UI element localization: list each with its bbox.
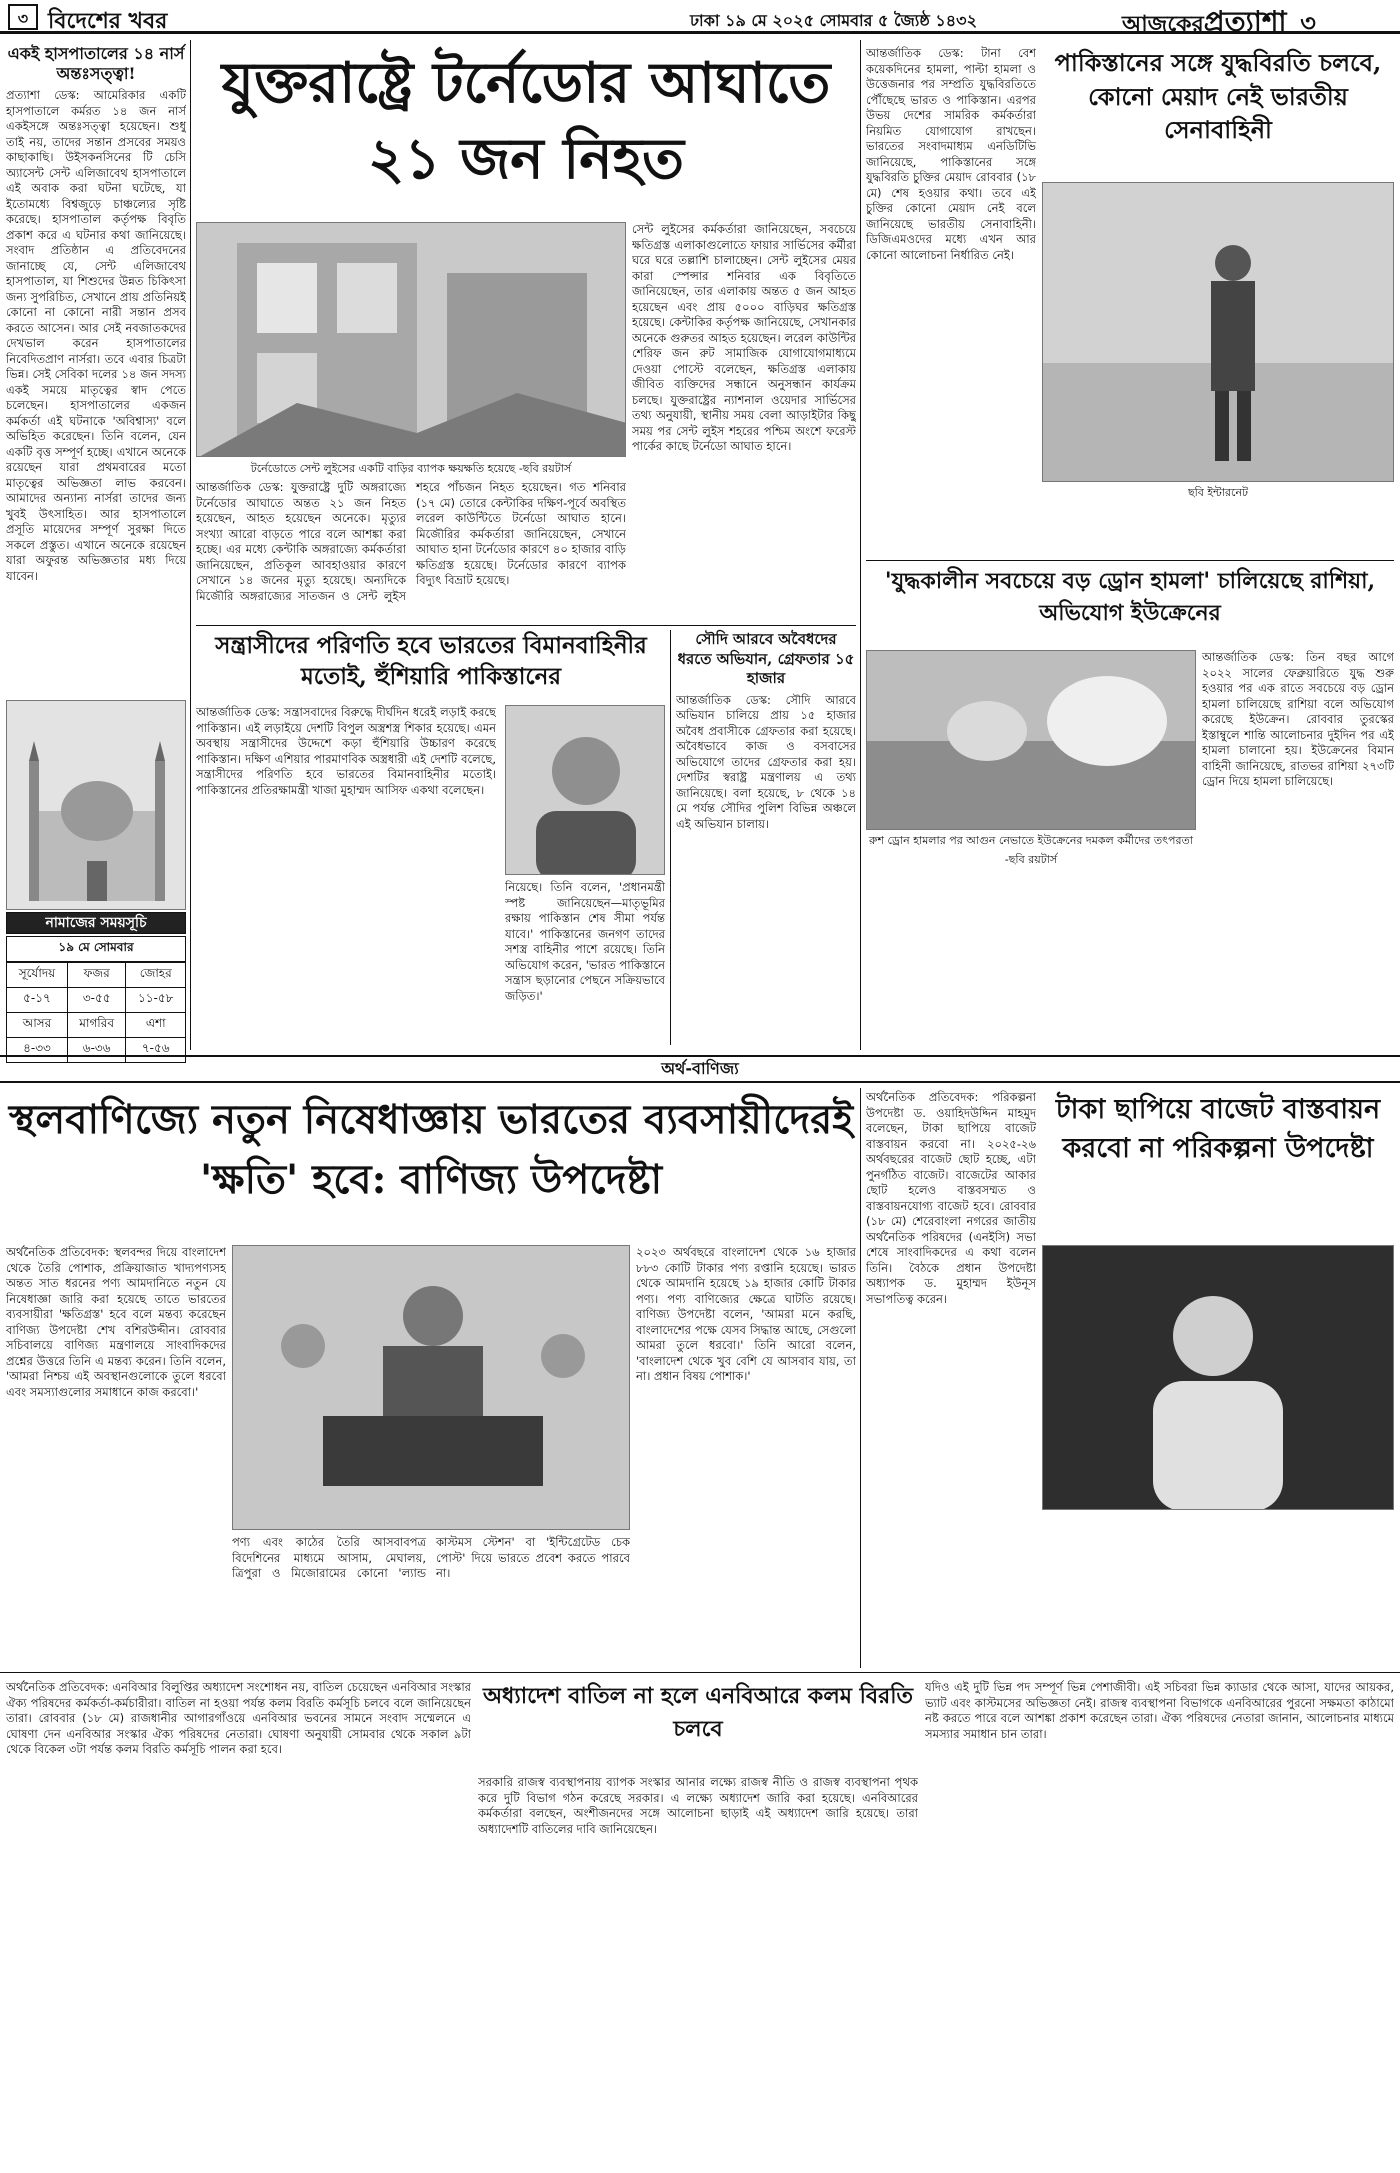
nbr-title: অধ্যাদেশ বাতিল না হলে এনবিআরে কলম বিরতি চলবে (482, 1683, 914, 1742)
damaged-house-icon (197, 223, 626, 457)
trade-title-line1: স্থলবাণিজ্যে নতুন নিষেধাজ্ঞায় ভারতের ব্যবসায়ীদেরই (8, 1096, 854, 1143)
economy-band-label: অর্থ-বাণিজ্য (661, 1059, 739, 1078)
prayer-cell: ৪-৩৩ (7, 1038, 68, 1063)
trade-caption-row: পণ্য এবং কাঠের তৈরি আসবাবপত্র বিদেশিনের মাধ্যমে আসাম, মেঘালয়, ত্রিপুরা ও মিজোরামের কোনো 'ল্যান্ড কাস্টমস স্টেশন' বা 'ইন্টিগ্রেটেড চেক পোস্ট' দিয়ে ভারতে প্রবেশ করতে পারবে না। (232, 1535, 630, 1581)
airforce-title: সন্ত্রাসীদের পরিণতি হবে ভারতের বিমানবাহিনীর মতোই, হুঁশিয়ারি পাকিস্তানের (215, 632, 647, 691)
ceasefire-caption: ছবি ইন্টারনেট (1187, 486, 1249, 499)
trade-photo (232, 1245, 630, 1530)
issue-date: ঢাকা ১৯ মে ২০২৫ সোমবার ৫ জ্যৈষ্ঠ ১৪৩২ (690, 11, 977, 30)
nbr-body-mid: সরকারি রাজস্ব ব্যবস্থাপনায় ব্যাপক সংস্কার আনার লক্ষ্যে রাজস্ব নীতি ও রাজস্ব ব্যবস্থাপনা পৃথক করে দুটি বিভাগ গঠন করেছে সরকার। এ লক্ষ্যে অধ্যাদেশ জারি করা হয়েছে। এনবিআরের কর্মকর্তারা বলছেন, অংশীজনদের সঙ্গে আলোচনা ছাড়াই এই অধ্যাদেশ জারি হয়েছে। তারা অধ্যাদেশটি বাতিলের দাবি জানিয়েছেন। (478, 1775, 918, 1836)
ceasefire-title: পাকিস্তানের সঙ্গে যুদ্ধবিরতি চলবে, কোনো মেয়াদ নেই ভারতীয় সেনাবাহিনী (1054, 48, 1382, 145)
prayer-cell: ১১-৫৮ (126, 988, 186, 1013)
prayer-cell: জোহর (126, 963, 186, 988)
budget-headline (1042, 1090, 1394, 1240)
ceasefire-headline (1042, 46, 1394, 176)
planning-adviser-photo (1042, 1245, 1394, 1510)
drone-title: 'যুদ্ধকালীন সবচেয়ে বড় ড্রোন হামলা' চালিয়েছে রাশিয়া, অভিযোগ ইউক্রেনের (884, 568, 1376, 626)
prayer-table (6, 936, 186, 1063)
mosque-icon (7, 701, 186, 910)
section-title: বিদেশের খবর (48, 9, 168, 34)
prayer-cell: ৬-৩৬ (67, 1038, 126, 1063)
drone-caption: রুশ ড্রোন হামলার পর আগুন নেভাতে ইউক্রেনের দমকল কর্মীদের তৎপরতা -ছবি রয়টার্স (869, 834, 1193, 866)
person-icon (1043, 1246, 1394, 1510)
prayer-title: নামাজের সময়সূচি (6, 912, 186, 934)
prayer-cell: মাগরিব (67, 1013, 126, 1038)
press-briefing-icon (233, 1246, 630, 1530)
page-header (0, 0, 1400, 38)
soldier-icon (1043, 183, 1394, 482)
airforce-body2: নিয়েছে। তিনি বলেন, 'প্রধানমন্ত্রী স্পষ্ট জানিয়েছেন—মাতৃভূমির রক্ষায় পাকিস্তান শেষ সীমা পর্যন্ত যাবে।' পাকিস্তানের জনগণ তাদের সশস্ত্র বাহিনীর পাশে রয়েছে। তিনি অভিযোগ করেন, 'ভারত পাকিস্তানে সন্ত্রাস ছড়ানোর পেছনে সক্রিয়ভাবে জড়িত।' (505, 880, 665, 1003)
minister-photo (505, 705, 665, 875)
prayer-cell: ৫-১৭ (7, 988, 68, 1013)
saudi-body: আন্তর্জাতিক ডেস্ক: সৌদি আরবে অভিযান চালিয়ে প্রায় ১৫ হাজার অবৈধ প্রবাসীকে গ্রেফতার করা হয়েছে। অবৈধভাবে কাজ ও বসবাসের অভিযোগে তাদের গ্রেফতার করা হয়। দেশটির স্বরাষ্ট্র মন্ত্রণালয় এ তথ্য জানিয়েছে। বলা হয়েছে, ৮ থেকে ১৪ মে পর্যন্ত সৌদির পুলিশ বিভিন্ন অঞ্চলে এই অভিযান চালায়। (676, 692, 856, 831)
nurse-body: প্রত্যাশা ডেস্ক: আমেরিকার একটি হাসপাতালে কর্মরত ১৪ জন নার্স একইসঙ্গে অন্তঃসত্ত্বা হয়েছেন। শুধু তাই নয়, তাদের সন্তান প্রসবের সময়ও কাছাকাছি। উইসকনসিনের টি চেসি অ্যাসেন্ট সেন্ট এলিজাবেথ হাসপাতালে এই অবাক করা ঘটনা ঘটেছে, যা ইতোমধ্যে বিশ্বজুড়ে চাঞ্চল্যের সৃষ্টি করেছে। হাসপাতাল কর্তৃপক্ষ বিবৃতি প্রকাশ করে এ ঘটনার কথা জানিয়েছে। সংবাদ প্রতিষ্ঠান এ প্রতিবেদনের জানাচ্ছে যে, সেন্ট এলিজাবেথ হাসপাতাল, যা শিশুদের উন্নত চিকিৎসা জন্য সুপরিচিত, সেখানে প্রায় প্রতিনিয়ই কোনো না কোনো নারী সন্তান প্রসব করতে আসেন। আর সেই নবজাতকদের দেখভাল করেন হাসপাতালের নিবেদিতপ্রাণ নার্সরা। তবে এবার চিত্রটা ভিন্ন। সেই সেবিকা দলের ১৪ জন সদস্য একই সময়ে মাতৃত্বের স্বাদ পেতে চলেছেন। হাসপাতালের একজন কর্মকর্তা এই ঘটনাকে 'অবিশ্বাস্য' বলে অভিহিত করেছেন। তিনি বলেন, যেন একটি বৃত্ত সম্পূর্ণ হচ্ছে। এখানে অনেকে রয়েছেন যারা প্রথমবারের মতো মাতৃত্বের অভিজ্ঞতা লাভ করবেন। আমাদের অন্যান্য নার্সরা তাদের জন্য খুবই উৎসাহিত। আর হাসপাতালে প্রসূতি মায়েদের সম্পূর্ণ সুরক্ষা দিতে সকলে প্রস্তুত। এখানে অনেকে রয়েছেন যারা অফুরন্ত অভিজ্ঞতার মধ্য দিয়ে যাবেন। (6, 88, 186, 583)
drone-headline (866, 566, 1394, 646)
airforce-body: আন্তর্জাতিক ডেস্ক: সন্ত্রাসবাদের বিরুদ্ধে দীর্ঘদিন ধরেই লড়াই করছে পাকিস্তান। এই লড়াইয়ে দেশটি বিপুল অস্ত্রশস্ত্র শিকার হয়েছে। এমন অবস্থায় সন্ত্রাসীদের উদ্দেশে কড়া হুঁশিয়ারি উচ্চারণ করেছে পাকিস্তান। দক্ষিণ এশিয়ার পারমাণবিক অস্ত্রধারী এই দেশটি বলেছে, সন্ত্রাসীদের পরিণতি হবে ভারতের বিমানবাহিনীর মতোই। পাকিস্তানের প্রতিরক্ষামন্ত্রী খাজা মুহাম্মদ আসিফ একথা বলেছেন। (196, 705, 496, 797)
trade-body-mid: ২০২৩ অর্থবছরে বাংলাদেশ থেকে ১৬ হাজার ৮৮৩ কোটি টাকার পণ্য রপ্তানি হয়েছে। ভারত থেকে আমদানি হয়েছে ১৯ হাজার কোটি টাকার পণ্য। পণ্য বাণিজ্যের ক্ষেত্রে ঘাটতি রয়েছে। বাণিজ্য উপদেষ্টা বলেন, 'আমরা মনে করছি, বাংলাদেশের পক্ষে যেসব সিদ্ধান্ত আছে, সেগুলো আমরা তুলে ধরবো।' তিনি আরো বলেন, 'বাংলাদেশ থেকে খুব বেশি যে আসবাব যায়, তা না। প্রধান বিষয় পোশাক।' (636, 1245, 856, 1384)
prayer-cell: এশা (126, 1013, 186, 1038)
fire-icon (867, 651, 1196, 830)
airforce-headline (196, 630, 666, 700)
tornado-body-bottom: আন্তর্জাতিক ডেস্ক: যুক্তরাষ্ট্রে দুটি অঙ্গরাজ্যে টর্নেডোর আঘাতে অন্তত ২১ জন নিহত হয়েছেন, আহত হয়েছেন অনেকে। মৃত্যুর সংখ্যা আরো বাড়তে পারে বলে আশঙ্কা করা হচ্ছে। এর মধ্যে কেন্টাকি অঙ্গরাজ্যে কর্মকর্তারা জানিয়েছেন, প্রতিকূল আবহাওয়ার কারণে সেখানে ১৪ জনের মৃত্যু হয়েছে। অন্যদিকে মিজৌরি অঙ্গরাজ্যের সাতজন ও সেন্ট লুইস শহরে পাঁচজন নিহত হয়েছেন। গত শনিবার (১৭ মে) তোরে কেন্টাকির দক্ষিণ-পূর্বে অবস্থিত লরেল কাউন্টিতে টর্নেডো আঘাত হানে। মিজৌরির কর্মকর্তারা জানিয়েছেন, সেখানে আঘাত হানা টর্নেডোর কারণে ৪০ হাজার বাড়ি ক্ষতিগ্রস্ত হয়েছে। টর্নেডোর কারণে ব্যাপক বিদ্যুৎ বিভ্রাট হয়েছে। (196, 480, 626, 603)
drone-body: আন্তর্জাতিক ডেস্ক: তিন বছর আগে ২০২২ সালের ফেব্রুয়ারিতে যুদ্ধ শুরু হওয়ার পর এক রাতে সবচেয়ে বড় ড্রোন হামলা চালিয়েছে রাশিয়া বলে অভিযোগ করেছে ইউক্রেন। রোববার তুরস্কের ইস্তাম্বুলে শান্তি আলোচনার দুইদিন পর এই হামলা চালানো হয়। ইউক্রেনের বিমান বাহিনী জানিয়েছে, রাতভর রাশিয়া ২৭৩টি ড্রোন দিয়ে হামলা চালিয়েছে। (1202, 650, 1394, 789)
soldier-photo (1042, 182, 1394, 482)
nurse-title: একই হাসপাতালের ১৪ নার্স অন্তঃসত্ত্বা! (7, 44, 185, 83)
prayer-date: ১৯ মে সোমবার (6, 936, 186, 962)
budget-body: অর্থনৈতিক প্রতিবেদক: পরিকল্পনা উপদেষ্টা ড. ওয়াহিদউদ্দিন মাহমুদ বলেছেন, টাকা ছাপিয়ে বাজেট বাস্তবায়ন করবো না। ২০২৫-২৬ অর্থবছরের বাজেট ছোট হচ্ছে, এটা পুনর্গঠিত বাজেট। বাজেটের আকার ছোট হলেও বাস্তবসম্মত ও বাস্তবায়নযোগ্য বাজেট হবে। রোববার (১৮ মে) শেরেবাংলা নগরের জাতীয় অর্থনৈতিক পরিষদের (এনইসি) সভা শেষে সাংবাদিকদের এ কথা বলেন তিনি। বৈঠকে প্রধান উপদেষ্টা অধ্যাপক ড. মুহাম্মদ ইউনূস সভাপতিত্ব করেন। (866, 1090, 1036, 1306)
tornado-title-line1: যুক্তরাষ্ট্রে টর্নেডোর আঘাতে (221, 50, 831, 116)
ceasefire-body: আন্তর্জাতিক ডেস্ক: টানা বেশ কয়েকদিনের হামলা, পাল্টা হামলা ও উত্তেজনার পর সম্প্রতি যুদ্ধবিরতিতে পৌঁছেছে ভারত ও পাকিস্তান। এরপর উভয় দেশের সামরিক কর্মকর্তারা নিয়মিত যোগাযোগ রাখছেন। ভারতের সংবাদমাধ্যম এনডিটিভি জানিয়েছে, পাকিস্তানের সঙ্গে যুদ্ধবিরতি চুক্তির মেয়াদ রোববার (১৮ মে) শেষ হওয়ার কথা। তবে এই চুক্তির কোনো মেয়াদ নেই বলে জানিয়েছে ভারতীয় সেনাবাহিনী। ডিজিএমওদের মধ্যে এখন আর কোনো আলোচনা নির্ধারিত নেই। (866, 46, 1036, 262)
nurse-story (6, 44, 186, 724)
drone-photo (866, 650, 1196, 830)
trade-headline (6, 1090, 856, 1240)
logo-part1: আজকের (1122, 12, 1204, 37)
tornado-photo (196, 222, 626, 457)
mosque-image (6, 700, 186, 910)
budget-title: টাকা ছাপিয়ে বাজেট বাস্তবায়ন করবো না পরিকল্পনা উপদেষ্টা (1055, 1094, 1381, 1165)
logo-part2: প্রত্যাশা (1203, 5, 1287, 38)
prayer-cell: সূর্যোদয় (7, 963, 68, 988)
nbr-body: অর্থনৈতিক প্রতিবেদক: এনবিআর বিলুপ্তির অধ্যাদেশ সংশোধন নয়, বাতিল চেয়েছেন এনবিআর সংস্কার ঐক্য পরিষদের কর্মকর্তা-কর্মচারীরা। বাতিল না হওয়া পর্যন্ত কলম বিরতি কর্মসূচি চলবে বলে জানিয়েছেন তারা। রোববার (১৮ মে) রাজধানীর আগারগাঁওয়ে এনবিআর ভবনের সামনে সংবাদ সম্মেলনে এ ঘোষণা দেন এনবিআর সংস্কার ঐক্য পরিষদের নেতারা। ঘোষণা অনুযায়ী সোমবার থেকে সকাল ৯টা থেকে বিকেল ৩টা পর্যন্ত কলম বিরতি কর্মসূচি পালন করা হবে। (6, 1680, 471, 1757)
tornado-body-right: সেন্ট লুইসের কর্মকর্তারা জানিয়েছেন, সবচেয়ে ক্ষতিগ্রস্ত এলাকাগুলোতে ফায়ার সার্ভিসের কর্মীরা ঘরে ঘরে তল্লাশি চালাচ্ছেন। সেন্ট লুইসের মেয়র কারা স্পেন্সার শনিবার এক বিবৃতিতে জানিয়েছেন, তার এলাকায় অন্তত ৫ জন আহত হয়েছেন এবং প্রায় ৫০০০ বাড়িঘর ক্ষতিগ্রস্ত হয়েছে। কেন্টাকির কর্তৃপক্ষ জানিয়েছে, সেখানকার অনেকে গুরুতর আহত হয়েছেন। লরেল কাউন্টির শেরিফ জন রুট সামাজিক যোগাযোগমাধ্যমে দেওয়া পোস্টে বলেছেন, ক্ষতিগ্রস্ত এলাকায় জীবিত ব্যক্তিদের সন্ধানে অনুসন্ধান কার্যক্রম চলছে। যুক্তরাষ্ট্রের ন্যাশনাল ওয়েদার সার্ভিসের তথ্য অনুযায়ী, স্থানীয় সময় বেলা আড়াইটার কিছু সময় পর সেন্ট লুইস শহরের পশ্চিম অংশে ফরেস্ট পার্কের কাছে টর্নেডো আঘাত হানে। (632, 222, 856, 454)
prayer-cell: ফজর (67, 963, 126, 988)
prayer-cell: ৭-৫৬ (126, 1038, 186, 1063)
logo-page-number: ৩ (1300, 9, 1316, 37)
nbr-headline (478, 1680, 918, 1770)
tornado-title-line2: ২১ জন নিহত (367, 125, 685, 192)
saudi-story (676, 630, 856, 1033)
tornado-caption: টর্নেডোতে সেন্ট লুইসের একটি বাড়ির ব্যাপক ক্ষয়ক্ষতি হয়েছে -ছবি রয়টার্স (250, 462, 572, 475)
page-number: ৩ (8, 4, 38, 30)
person-icon (506, 706, 665, 875)
prayer-cell: আসর (7, 1013, 68, 1038)
trade-body-left: অর্থনৈতিক প্রতিবেদক: স্থলবন্দর দিয়ে বাংলাদেশ থেকে তৈরি পোশাক, প্রক্রিয়াজাত খাদ্যপণ্যসহ অন্তত সাত ধরনের পণ্য আমদানিতে নতুন যে নিষেধাজ্ঞা জারি করা হয়েছে তাতে ভারতের ব্যবসায়ীরা 'ক্ষতিগ্রস্ত' হবে বলে মন্তব্য করেছেন বাণিজ্য উপদেষ্টা শেখ বশিরউদ্দীন। রোববার সচিবালয়ে বাণিজ্য মন্ত্রণালয়ে সাংবাদিকদের প্রশ্নের উত্তরে তিনি এ মন্তব্য করেন। তিনি বলেন, 'আমরা নিশ্চয় এই অবস্থানগুলোকে তুলে ধরবো এবং সমস্যাগুলোর সমাধানে কাজ করবো।' (6, 1245, 226, 1399)
prayer-cell: ৩-৫৫ (67, 988, 126, 1013)
newspaper-logo (1122, 0, 1400, 38)
trade-title-line2: 'ক্ষতি' হবে: বাণিজ্য উপদেষ্টা (199, 1156, 663, 1203)
tornado-headline (196, 46, 856, 216)
nbr-body-right: যদিও এই দুটি ভিন্ন পদ সম্পূর্ণ ভিন্ন পেশাজীবী। এই সচিবরা ভিন্ন ক্যাডার থেকে আসা, যাদের আয়কর, ভ্যাট এবং কাস্টমসের অভিজ্ঞতা নেই। রাজস্ব ব্যবস্থাপনা বিভাগকে এনবিআরের পুরনো সক্ষমতা কাঠামো নষ্ট করতে পারে বলে আশঙ্কা প্রকাশ করেছেন তারা। ঐক্য পরিষদের নেতারা জানান, আলোচনার মাধ্যমে সমস্যার সমাধান চান তারা। (925, 1680, 1394, 1741)
economy-band (0, 1055, 1400, 1083)
saudi-title: সৌদি আরবে অবৈধদের ধরতে অভিযান, গ্রেফতার ১৫ হাজার (677, 630, 855, 687)
